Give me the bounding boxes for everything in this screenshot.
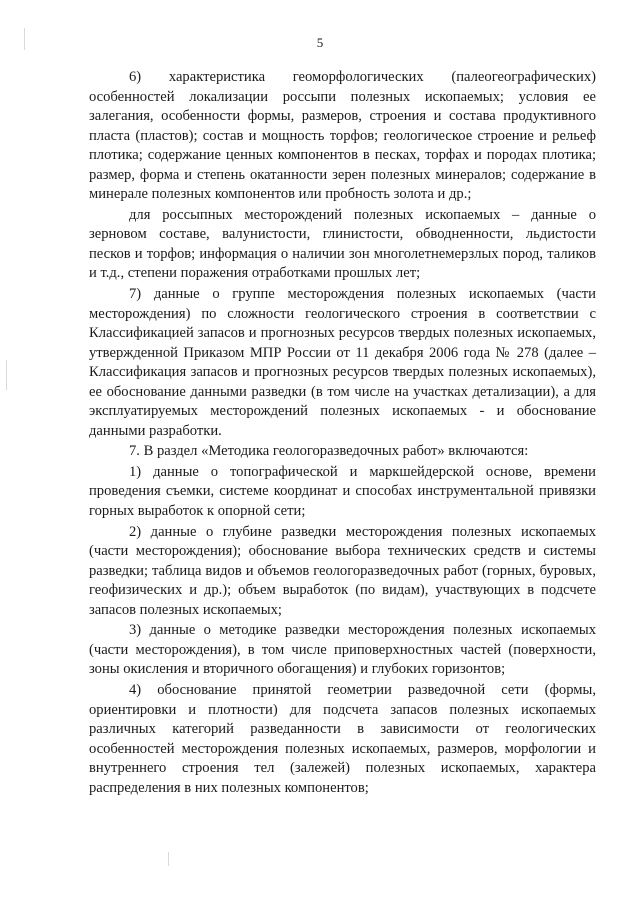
paragraph-item-7-deposit-group: 7) данные о группе месторождения полезных ископаемых (части месторождения) по сложности геологического строения в соответствии с Классификацией запасов и прогнозных ресурсов твердых полезных ископаемых, утвержденной Приказом МПР России от 11 декабря 2006 года № 278 (далее – Классификация запасов и прогнозных ресурсов твердых полезных ископаемых), ее обоснование данными разведки (в том числе на участках детализации), а для эксплуатируемых месторождений полезных ископаемых - и обоснование данными разработки.	[89, 286, 596, 439]
paragraph-item-3-exploration-method: 3) данные о методике разведки месторождения полезных ископаемых (части месторождения), в том числе приповерхностных частей (поверхности, зоны окисления и вторичного обогащения) и глубоких горизонтов;	[89, 622, 596, 678]
body-text	[89, 68, 596, 798]
paragraph-placer-deposits: для россыпных месторождений полезных ископаемых – данные о зерновом составе, валунистости, глинистости, обводненности, льдистости песков и торфов; информация о наличии зон многолетнемерзлых пород, таликов и т.д., степени поражения отработками прошлых лет;	[89, 206, 596, 282]
paragraph-item-2-exploration-depth: 2) данные о глубине разведки месторождения полезных ископаемых (части месторождения); обоснование выбора технических средств и системы разведки; таблица видов и объемов геологоразведочных работ (горных, буровых, геофизических и др.); объем выработок (по видам), участвующих в подсчете запасов полезных ископаемых;	[89, 523, 596, 618]
paragraph-item-6-characteristics: 6) характеристика геоморфологических (палеогеографических) особенностей локализации россыпи полезных ископаемых; условия ее залегания, особенности формы, размеров, строения и состава продуктивного пласта (пластов); состав и мощность торфов; геологическое строение и рельеф плотика; содержание ценных компонентов в песках, торфах и породах плотика; размер, форма и степень окатанности зерен полезных минералов; содержание в минерале полезных компонентов или пробность золота и др.;	[89, 69, 596, 203]
paragraph-item-1-topographic: 1) данные о топографической и маркшейдерской основе, времени проведения съемки, системе координат и способах инструментальной привязки горных выработок к опорной сети;	[89, 463, 596, 520]
scan-edge-mark-left	[6, 360, 7, 390]
paragraph-item-4-network-geometry: 4) обоснование принятой геометрии разведочной сети (формы, ориентировки и плотности) для подсчета запасов полезных ископаемых различных категорий разведанности в зависимости от геологических особенностей месторождения полезных ископаемых, размеров, морфологии и внутреннего строения тел (залежей) полезных ископаемых, характера распределения в них полезных компонентов;	[89, 681, 596, 796]
page-number: 5	[316, 35, 324, 50]
paragraph-section-7-heading: 7. В раздел «Методика геологоразведочных работ» включаются:	[129, 443, 529, 460]
scan-edge-mark-bottom	[168, 852, 169, 866]
